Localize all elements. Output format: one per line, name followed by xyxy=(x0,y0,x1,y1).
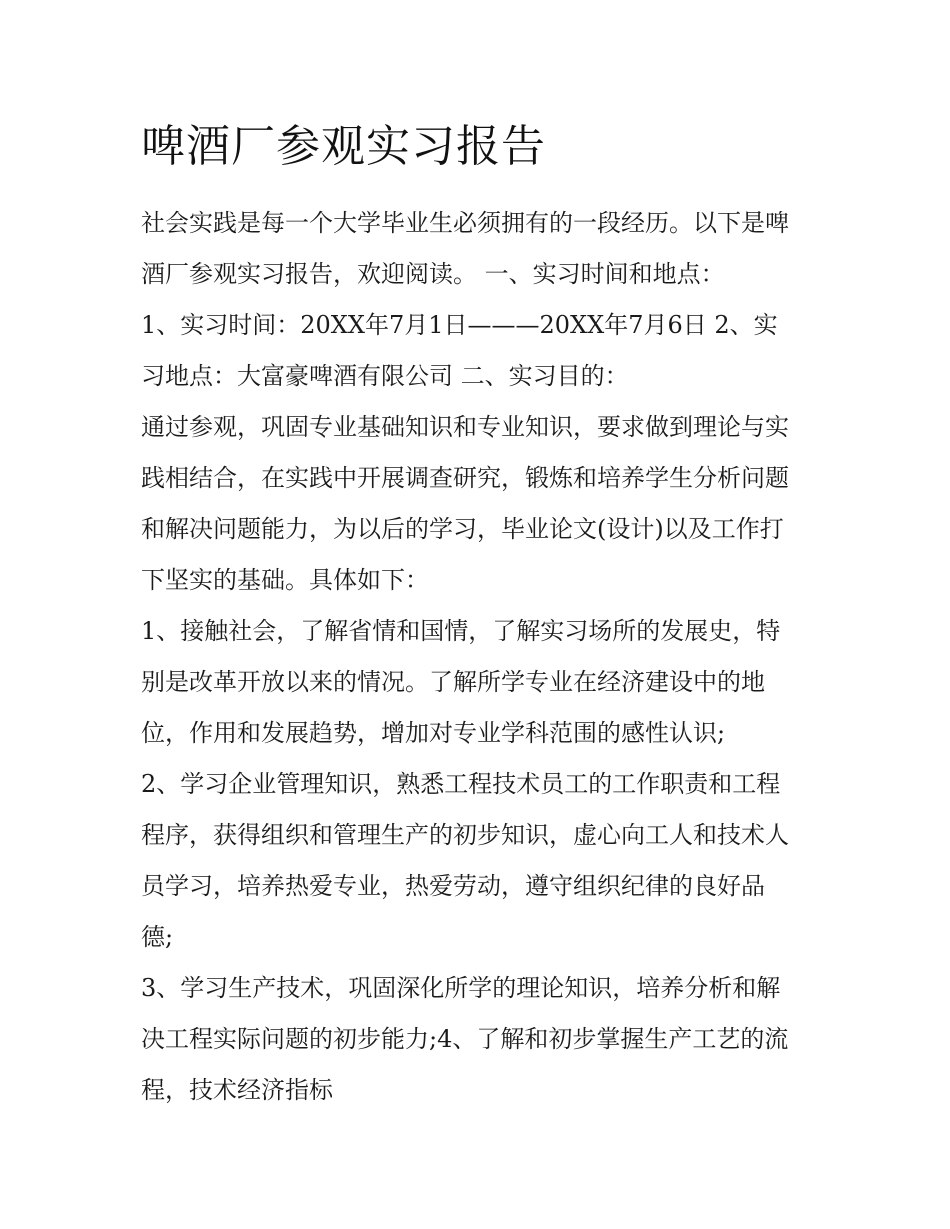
body-line-7: 和解决问题能力，为以后的学习，毕业论文(设计)以及工作打 xyxy=(141,515,784,543)
body-line-16: 3、学习生产技术，巩固深化所学的理论知识，培养分析和解 xyxy=(141,974,781,1002)
body-line-4: 习地点：大富豪啤酒有限公司 二、实习目的： xyxy=(141,362,629,390)
body-line-17: 决工程实际问题的初步能力;4、了解和初步掌握生产工艺的流 xyxy=(141,1025,789,1053)
body-line-5: 通过参观，巩固专业基础知识和专业知识，要求做到理论与实 xyxy=(141,413,789,441)
body-line-11: 位，作用和发展趋势，增加对专业学科范围的感性认识; xyxy=(141,719,726,747)
body-line-6: 践相结合，在实践中开展调查研究，锻炼和培养学生分析问题 xyxy=(141,464,789,492)
body-line-10: 别是改革开放以来的情况。了解所学专业在经济建设中的地 xyxy=(141,668,765,696)
body-line-3: 1、实习时间：20XX年7月1日———20XX年7月6日 2、实 xyxy=(141,311,778,339)
body-line-15: 德; xyxy=(141,923,174,951)
body-line-12: 2、学习企业管理知识，熟悉工程技术员工的工作职责和工程 xyxy=(141,770,781,798)
body-line-9: 1、接触社会，了解省情和国情，了解实习场所的发展史，特 xyxy=(141,617,781,645)
body-line-1: 社会实践是每一个大学毕业生必须拥有的一段经历。以下是啤 xyxy=(141,209,789,237)
body-line-13: 程序，获得组织和管理生产的初步知识，虚心向工人和技术人 xyxy=(141,821,789,849)
body-line-2: 酒厂参观实习报告，欢迎阅读。 一、实习时间和地点： xyxy=(141,260,725,288)
document-title: 啤酒厂参观实习报告 xyxy=(141,121,546,172)
body-line-18: 程，技术经济指标 xyxy=(141,1076,333,1104)
document-body xyxy=(141,198,821,1116)
body-line-14: 员学习，培养热爱专业，热爱劳动，遵守组织纪律的良好品 xyxy=(141,872,765,900)
body-line-8: 下坚实的基础。具体如下： xyxy=(141,566,429,594)
